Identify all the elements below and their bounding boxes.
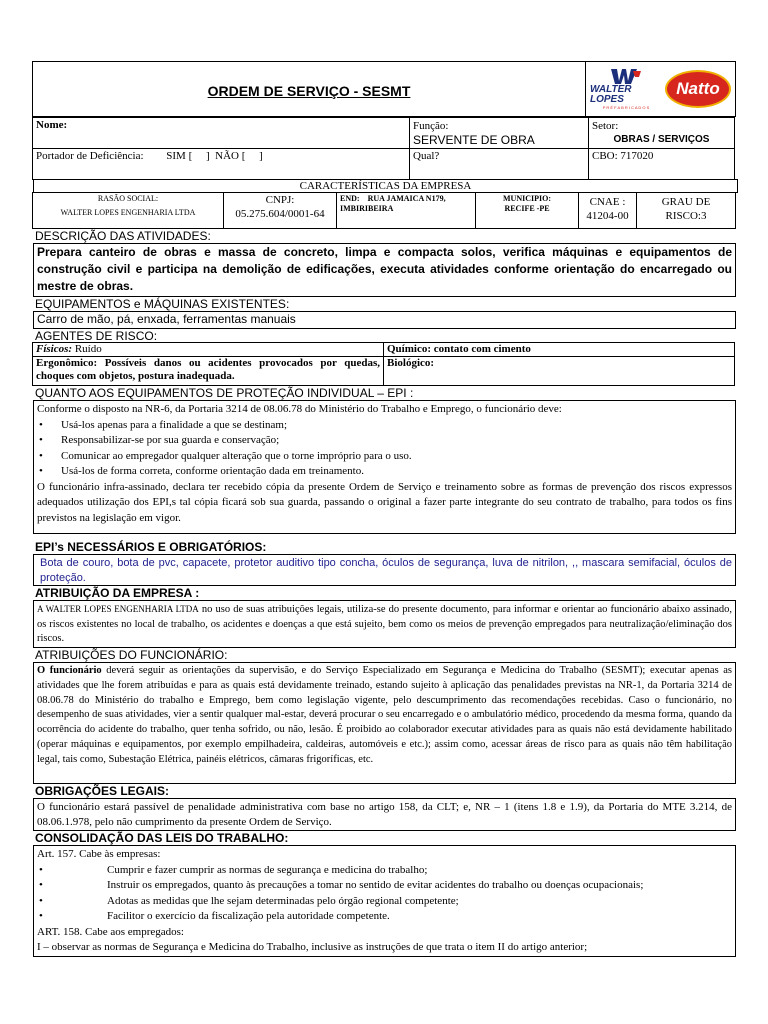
service-order-document (32, 61, 736, 957)
physical-agent-value: Ruído (74, 343, 102, 355)
name-field[interactable] (32, 117, 410, 149)
company-name-cell (32, 192, 224, 229)
employee-info-row (33, 118, 736, 149)
document-header (32, 61, 736, 117)
disability-row (33, 149, 736, 180)
ergonomic-agent-value: Possíveis danos ou acidentes provocados por quedas, choques com objetos, postura inadequada. (36, 357, 380, 382)
function-field (409, 117, 589, 149)
cnae-cell (578, 192, 637, 229)
ergonomic-agent-cell (32, 356, 384, 386)
employee-duties-heading: ATRIBUIÇÕES DO FUNCIONÁRIO: (35, 648, 228, 662)
cnae-value: 41204-00 (586, 210, 629, 222)
address-cell (336, 192, 476, 229)
cnae-label: CNAE : (589, 196, 626, 208)
cnpj-value: 05.275.604/0001-64 (235, 208, 325, 220)
natto-logo (665, 70, 731, 108)
ppe-intro: Conforme o disposto na NR-6, da Portaria 3214 de 08.06.78 do Ministério do Trabalho e Emprego, o funcionário deve: (37, 403, 562, 415)
chemical-agent-value: contato com cimento (433, 343, 531, 355)
city-label: MUNICIPIO: (503, 194, 551, 203)
art-157: Art. 157. Cabe às empresas: (37, 848, 161, 860)
biological-agent-cell (383, 356, 735, 386)
walter-lopes-logo (590, 67, 662, 111)
required-ppe-text: Bota de couro, bota de pvc, capacete, protetor auditivo tipo concha, óculos de segurança, luva de nitrilon, ,, mascara semifacial, óculos de proteção. (33, 554, 736, 586)
address-label: END: (340, 194, 360, 203)
company-name-label: RASÃO SOCIAL: (97, 194, 159, 203)
list-item: • Usá-los de forma correta, conforme orientação dada em treinamento. (37, 464, 732, 480)
disability-field (32, 148, 410, 180)
walter-lopes-logo-subtext: P R É F A B R I C A D O S (602, 105, 650, 110)
company-section-title-text: CARACTERÍSTICAS DA EMPRESA (299, 180, 472, 192)
biological-agent-label: Biológico: (387, 357, 435, 369)
company-duties-body: no uso de suas atribuições legais, utiliza-se do presente documento, para informar e orientar ao funcionário abaixo assinado, os riscos existentes no local de trabalho, os acidentes e doenças a que está sujeito, bem como os meios de prevenção empregados para neutralização/eliminação dos riscos. (37, 604, 732, 644)
legal-obligations-heading: OBRIGAÇÕES LEGAIS: (35, 784, 170, 798)
company-duties-text (33, 600, 736, 648)
employee-duties-body: deverá seguir as orientações da supervisão, e do Serviço Especializado em Segurança e Medicina do Trabalho (SESMT); executar apenas as atividades que lhe forem atribuídas e para as quais está devidamente treinado, estando sujeito à aplicação das penalidades previstas na NR-1, da Portaria 3214 de 08.06.78 do Ministério do trabalho e Emprego, bem como legislação vigente, pelo descumprimento das recomendações recebidas. Caso o funcionário, no desempenho de suas atividades, vier a sentir qualquer mal-estar, deverá procurar o seu encarregado e o ambulatório médico, procedendo da mesma forma, quando da ocorrência do acidente do trabalho, quer tenha sofrido, ou não, lesão. É proibido ao colaborador executar atividades para as quais não está devidamente habilitado (operar máquinas e equipamentos, por exemplo empilhadeira, caldeiras, automóveis e etc.); assim como, acessar áreas de risco para as quais não têm habilitação legal, tais como, Subestação Elétrica, painéis elétricos, câmaras frigoríficas, etc. (37, 665, 732, 765)
ppe-instructions (33, 400, 736, 534)
risk-grade-value: RISCO:3 (665, 210, 707, 222)
natto-logo-text: Natto (676, 79, 720, 98)
physical-agent-label: Físicos: (36, 343, 73, 355)
employee-duties-text (33, 662, 736, 784)
labor-laws-text (33, 845, 736, 957)
list-item: • Adotas as medidas que lhe sejam determinadas pelo órgão regional competente; (37, 894, 732, 910)
list-item: • Responsabilizar-se por sua guarda e conservação; (37, 433, 732, 449)
list-item: • Usá-los apenas para a finalidade a que se destinam; (37, 418, 732, 434)
legal-obligations-text: O funcionário estará passível de penalidade administrativa com base no artigo 158, da CLT; e, NR – 1 (itens 1.8 e 1.9), da Portaria do MTE 3.214, de 08.06.1.978, pelo não cumprimento da presente Ordem de Serviço. (33, 798, 736, 831)
address-value: RUA JAMAICA N179, IMBIRIBEIRA (340, 194, 446, 213)
ppe-rules-list (37, 418, 732, 480)
cbo-field (588, 148, 735, 180)
list-item: • Cumprir e fazer cumprir as normas de segurança e medicina do trabalho; (37, 863, 732, 879)
document-title: ORDEM DE SERVIÇO - SESMT (207, 83, 411, 99)
equipment-text: Carro de mão, pá, enxada, ferramentas manuais (33, 311, 736, 329)
sector-label: Setor: (592, 120, 619, 132)
list-item: • Facilitor o exercício da fiscalização pela autoridade competente. (37, 909, 732, 925)
logo-area (586, 62, 735, 116)
chemical-agent-label: Químico: (387, 343, 431, 355)
risk-agents-heading: AGENTES DE RISCO: (35, 329, 158, 343)
sector-field (588, 117, 735, 149)
ergonomic-agent-label: Ergonômico: (36, 357, 98, 369)
ppe-heading: QUANTO AOS EQUIPAMENTOS DE PROTEÇÃO INDIVIDUAL – EPI : (35, 386, 414, 400)
art-158-item-i: I – observar as normas de Segurança e Medicina do Trabalho, inclusive as instruções de que trata o item II do artigo anterior; (37, 941, 588, 953)
risk-agents-row-2 (33, 357, 735, 386)
employee-duties-lead: O funcionário (37, 665, 102, 676)
activities-text: Prepara canteiro de obras e massa de concreto, limpa e compacta solos, verifica máquinas e equipamentos de construção civil e participa na demolição de edificações, executa atividades conforme orientação do encarregado ou mestre de obras. (33, 243, 736, 297)
company-section-title (33, 179, 738, 193)
activities-heading: DESCRIÇÃO DAS ATIVIDADES: (35, 229, 211, 243)
function-value: SERVENTE DE OBRA (413, 133, 535, 147)
which-field[interactable] (409, 148, 589, 180)
cnpj-label: CNPJ: (265, 194, 295, 206)
art-158: ART. 158. Cabe aos empregados: (37, 925, 184, 938)
required-ppe-heading: EPI’s NECESSÁRIOS E OBRIGATÓRIOS: (35, 540, 267, 554)
physical-agent-cell (32, 342, 384, 357)
risk-grade-cell (636, 192, 736, 229)
company-details-row (33, 193, 736, 229)
risk-grade-label: GRAU DE (661, 196, 711, 208)
ppe-closing: O funcionário infra-assinado, declara ter recebido cópia da presente Ordem de Serviço e treinamento sobre as formas de prevenção dos riscos expressos adequados utilização dos EPI,s tal cópia ficará sob sua guarda, passando o original a fazer parte integrante do seu contrato de trabalho, para todos os fins previstos na legislação em vigor. (37, 480, 732, 524)
cbo-value: CBO: 717020 (592, 150, 654, 162)
walter-lopes-logo-text: WALTER LOPES (590, 84, 632, 105)
company-duties-company: A WALTER LOPES ENGENHARIA LTDA (37, 604, 199, 614)
risk-agents-row-1 (33, 343, 735, 357)
company-name-value: WALTER LOPES ENGENHARIA LTDA (60, 208, 196, 217)
disability-options[interactable]: SIM [ ] NÃO [ ] (166, 150, 263, 162)
cnpj-cell (223, 192, 337, 229)
city-value: RECIFE -PE (504, 204, 550, 213)
art-157-list (37, 863, 732, 925)
chemical-agent-cell (383, 342, 735, 357)
company-duties-heading: ATRIBUIÇÃO DA EMPRESA : (35, 586, 200, 600)
name-label: Nome: (36, 119, 68, 131)
city-cell (475, 192, 579, 229)
walter-lopes-logo-icon (609, 67, 643, 85)
risk-agents-table (33, 343, 735, 386)
list-item: • Instruir os empregados, quanto às precauções a tomar no sentido de evitar acidentes do trabalho ou doenças ocupacionais; (37, 878, 732, 894)
which-label: Qual? (413, 150, 440, 162)
disability-label: Portador de Deficiência: (36, 150, 144, 162)
list-item: • Comunicar ao empregador qualquer alteração que o torne impróprio para o uso. (37, 449, 732, 465)
document-title-area (33, 62, 586, 116)
labor-laws-heading: CONSOLIDAÇÃO DAS LEIS DO TRABALHO: (35, 831, 289, 845)
sector-value: OBRAS / SERVIÇOS (613, 134, 710, 145)
equipment-heading: EQUIPAMENTOS e MÁQUINAS EXISTENTES: (35, 297, 290, 311)
function-label: Função: (413, 120, 449, 132)
